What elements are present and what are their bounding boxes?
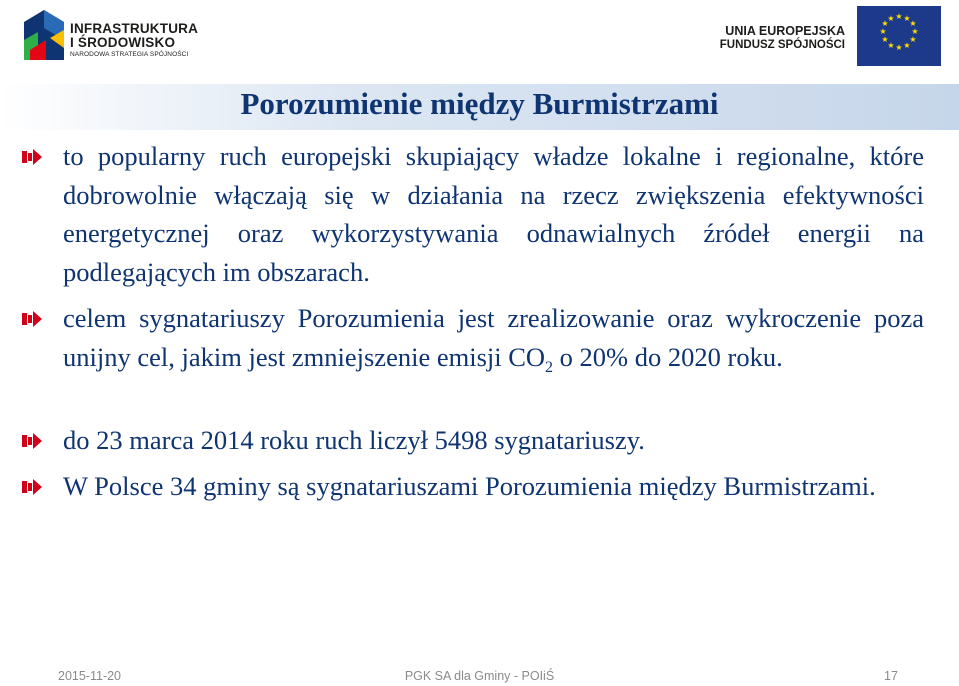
logo-right-line2: FUNDUSZ SPÓJNOŚCI xyxy=(719,39,845,51)
eu-flag-icon xyxy=(857,6,941,66)
svg-text:★: ★ xyxy=(881,35,889,44)
bullet-text-2-before: celem sygnatariuszy Porozumienia jest zrealizowanie oraz wykroczenie poza unijny cel, jakim jest zmniejszenie emisji CO xyxy=(63,303,924,372)
logo-left-line2: I ŚRODOWISKO xyxy=(70,35,176,50)
bullet-arrow-icon xyxy=(22,311,42,327)
bullet-arrow-icon xyxy=(22,149,42,165)
infrastruktura-emblem-icon xyxy=(24,10,64,60)
svg-text:★: ★ xyxy=(903,14,911,23)
bullet-item-4 xyxy=(22,467,924,506)
bullet-item-2 xyxy=(22,299,924,376)
bullet-text-2 xyxy=(63,299,924,376)
logo-left-line1: INFRASTRUKTURA xyxy=(70,21,199,36)
bullet-text-4: W Polsce 34 gminy są sygnatariuszami Porozumienia między Burmistrzami. xyxy=(63,471,876,501)
svg-text:★: ★ xyxy=(903,41,911,50)
eu-logo xyxy=(721,6,941,66)
svg-text:★: ★ xyxy=(895,43,903,52)
bullet-arrow-icon xyxy=(22,479,42,495)
svg-text:★: ★ xyxy=(895,12,903,21)
bullet-text-2-after: o 20% do 2020 roku. xyxy=(553,341,783,372)
bullet-text-3: do 23 marca 2014 roku ruch liczył 5498 sygnatariuszy. xyxy=(63,425,645,455)
logo-left-line3: NARODOWA STRATEGIA SPÓJNOŚCI xyxy=(70,51,189,58)
svg-text:★: ★ xyxy=(911,27,919,36)
bullet-item-1 xyxy=(22,137,924,291)
footer-center-text: PGK SA dla Gminy - POIiŚ xyxy=(404,669,555,683)
footer-date: 2015-11-20 xyxy=(58,669,122,683)
infrastruktura-logo xyxy=(24,10,199,62)
bullet-item-3 xyxy=(22,421,924,460)
bullet-text-1: to popularny ruch europejski skupiający władze lokalne i regionalne, które dobrowolnie włączają się w działania na rzecz zwiększenia efektywności energetycznej oraz wykorzystywania odnawialnych źródeł energii na podlegających im obszarach. xyxy=(63,141,924,287)
svg-text:★: ★ xyxy=(879,27,887,36)
page-number: 17 xyxy=(884,669,898,683)
svg-text:★: ★ xyxy=(887,41,895,50)
svg-text:★: ★ xyxy=(887,14,895,23)
svg-text:★: ★ xyxy=(881,19,889,28)
slide-title: Porozumienie między Burmistrzami xyxy=(240,86,719,121)
logo-right-line1: UNIA EUROPEJSKA xyxy=(725,24,845,38)
co2-subscript: 2 xyxy=(545,358,554,376)
svg-text:★: ★ xyxy=(909,35,917,44)
bullet-arrow-icon xyxy=(22,433,42,449)
svg-text:★: ★ xyxy=(909,19,917,28)
